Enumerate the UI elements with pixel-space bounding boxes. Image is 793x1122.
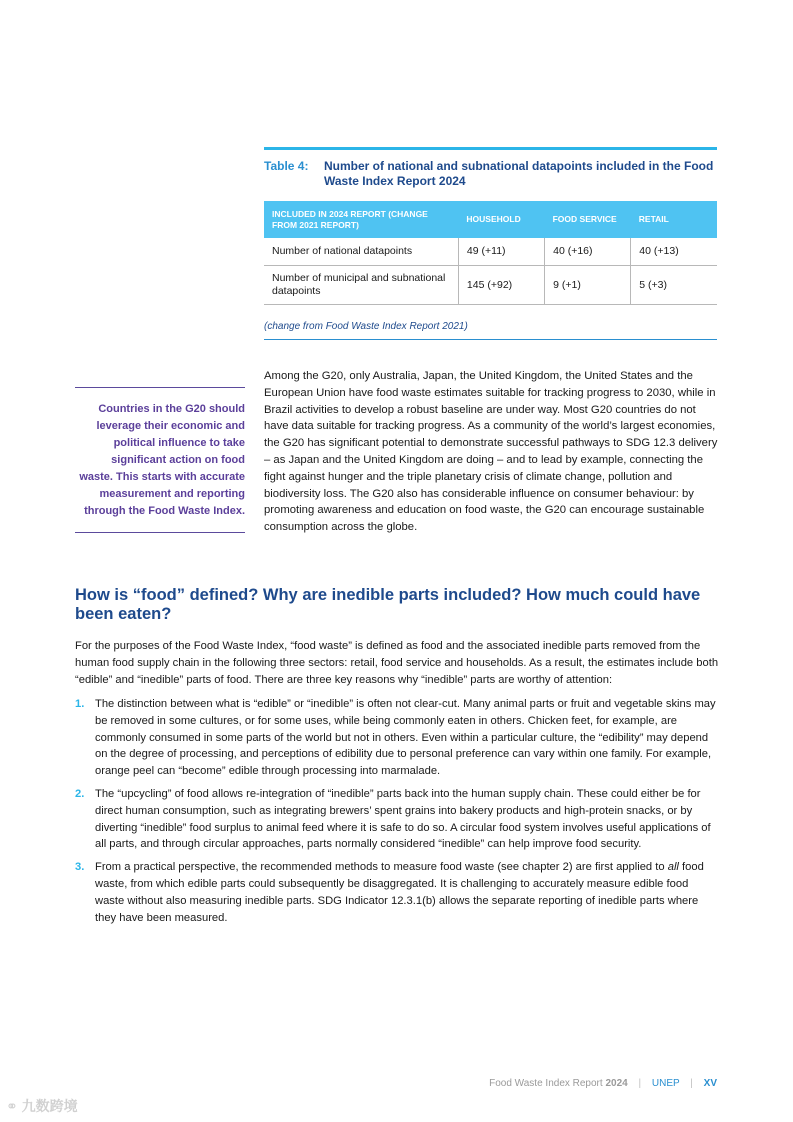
header-cell: RETAIL [631, 201, 717, 238]
table-cell: 40 (+13) [631, 238, 717, 266]
table-header-row [264, 201, 717, 238]
footer-org: UNEP [651, 1078, 680, 1089]
page-footer [489, 1078, 717, 1089]
table-cell: 5 (+3) [631, 266, 717, 305]
list-item [75, 859, 720, 926]
header-cell: INCLUDED IN 2024 REPORT (CHANGE FROM 2021 REPORT) [264, 201, 458, 238]
list-number: 1. [75, 698, 85, 710]
section-heading: How is “food” defined? Why are inedible parts included? How much could have been eaten? [75, 586, 701, 623]
watermark-icon: ⚭ [6, 1098, 18, 1114]
g20-paragraph: Among the G20, only Australia, Japan, the United Kingdom, the United States and the European Union have food waste estimates suitable for tracking progress to 2030, while in Brazil activities to develop a robust baseline are under way. Most G20 countries do not have data suitable for tracking progress. As a community of the world’s largest economies, the G20 has significant potential to demonstrate successful pathways to SDG 12.3 delivery – as Japan and the United Kingdom are doing – and to lead by example, connecting the fight against hunger and the triple planetary crisis of climate change, pollution and biodiversity loss. The G20 also has considerable influence on consumer behaviour: by promoting awareness and education on food waste, the G20 can encourage sustainable consumption across the globe. [264, 370, 718, 534]
watermark-text: 九数跨境 [21, 1098, 78, 1114]
section-intro: For the purposes of the Food Waste Index, “food waste” is defined as food and the associated inedible parts removed from the human food supply chain in the following three sectors: retail, food service and households. As a result, the estimates include both “edible” and “inedible” parts of food. There are three key reasons why “inedible” parts are worthy of attention: [75, 640, 719, 686]
table-cell: 9 (+1) [545, 266, 631, 305]
table-top-rule [264, 147, 717, 150]
list-number: 2. [75, 787, 85, 800]
pullquote-top-rule [75, 387, 245, 388]
table-cell: Number of municipal and subnational datapoints [264, 266, 458, 305]
table-cell: 40 (+16) [545, 238, 631, 266]
table-cell: 145 (+92) [458, 266, 544, 305]
reasons-list [75, 696, 720, 932]
list-item [75, 696, 720, 780]
list-number: 3. [75, 861, 85, 874]
footer-separator: | [690, 1078, 693, 1089]
table-title: Number of national and subnational datapoints included in the Food Waste Index Report 2024 [324, 159, 714, 188]
header-cell: FOOD SERVICE [545, 201, 631, 238]
list-item [75, 786, 720, 853]
page-number: XV [703, 1078, 717, 1089]
list-item-text: The distinction between what is “edible” or “inedible” is often not clear-cut. Many animal parts or fruit and vegetable skins may be removed in some cultures, or for some uses, while being commonly eaten in others. Chicken feet, for example, are commonly consumed in some parts of the world but not in others. Even within a particular culture, the “edibility” may depend on the degree of processing, and perceptions of edibility due to personal preference can vary within one family. For example, orange peel can “become” edible through processing into marmalade. [95, 698, 716, 778]
footer-separator: | [638, 1078, 642, 1089]
list-item-emphasis: all [667, 861, 679, 874]
table-cell: Number of national datapoints [264, 238, 458, 266]
table-row [264, 238, 717, 266]
list-item-text: The “upcycling” of food allows re-integration of “inedible” parts back into the human supply chain. These could either be for direct human consumption, such as integrating brewers’ spent grains into bakery products and high-protein snacks, or by diverting “inedible” food surplus to animal feed where it is safe to do so. A circular food system involves useful applications of all parts, and through circular approaches, parts normally considered “inedible” can help improve food security. [95, 787, 711, 851]
footer-report-name: Food Waste Index Report [489, 1078, 603, 1089]
table-caption [264, 159, 717, 189]
list-item-text-part: food waste, from which edible parts could subsequently be disaggregated. It is challenging to accurately measure edible food waste without also measuring inedible parts. SDG Indicator 12.3.1(b) allows the separate reporting of inedible parts where they have been measured. [95, 861, 704, 924]
list-item-text-part: From a practical perspective, the recommended methods to measure food waste (see chapter 2) are first applied to [95, 861, 668, 874]
table-bottom-rule [264, 339, 717, 340]
table-note: (change from Food Waste Index Report 2021) [264, 321, 468, 332]
pullquote [75, 387, 245, 533]
table-row [264, 266, 717, 305]
footer-year: 2024 [605, 1078, 628, 1089]
datapoints-table [264, 201, 717, 305]
table-block [264, 147, 717, 340]
header-cell: HOUSEHOLD [458, 201, 544, 238]
table-label: Table 4: [264, 159, 309, 173]
pullquote-text: Countries in the G20 should leverage their economic and political influence to take significant action on food waste. This starts with accurate measurement and reporting through the Food Waste Index. [79, 403, 245, 517]
list-item-text [95, 859, 720, 926]
watermark-logo [6, 1096, 78, 1116]
pullquote-bottom-rule [75, 532, 245, 533]
table-cell: 49 (+11) [458, 238, 544, 266]
